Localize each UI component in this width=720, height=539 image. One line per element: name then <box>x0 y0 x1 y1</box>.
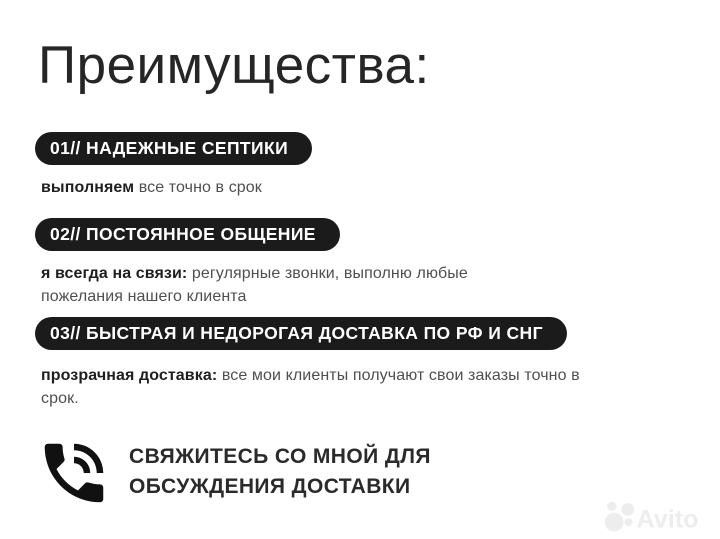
advantage-1-description <box>41 176 262 199</box>
advantage-3-description <box>41 364 601 410</box>
advantage-1-lead: выполняем <box>41 179 135 196</box>
advantage-3-lead: прозрачная доставка: <box>41 367 218 384</box>
avito-logo-icon <box>605 502 634 532</box>
advantage-1-banner: 01// НАДЕЖНЫЕ СЕПТИКИ <box>35 132 312 165</box>
advantage-2-text: регулярные звонки, выполню любые пожелания нашего клиента <box>41 265 468 305</box>
advantage-3-banner: 03// БЫСТРАЯ И НЕДОРОГАЯ ДОСТАВКА ПО РФ И СНГ <box>35 317 567 350</box>
advantage-2-banner: 02// ПОСТОЯННОЕ ОБЩЕНИЕ <box>35 218 340 251</box>
contact-text: СВЯЖИТЕСЬ СО МНОЙ ДЛЯ ОБСУЖДЕНИЯ ДОСТАВКИ <box>129 445 431 498</box>
avito-watermark-text: Avito <box>636 505 699 534</box>
phone-in-talk-icon <box>35 434 113 512</box>
page-title: Преимущества: <box>38 36 430 95</box>
contact-row <box>35 434 584 512</box>
advantage-1-text: все точно в срок <box>138 179 262 196</box>
advantage-2-description <box>41 262 506 308</box>
avito-watermark <box>602 500 714 534</box>
advantage-2-lead: я всегда на связи: <box>41 265 188 282</box>
advantage-3-text: все мои клиенты получают свои заказы точно в срок. <box>41 367 580 407</box>
